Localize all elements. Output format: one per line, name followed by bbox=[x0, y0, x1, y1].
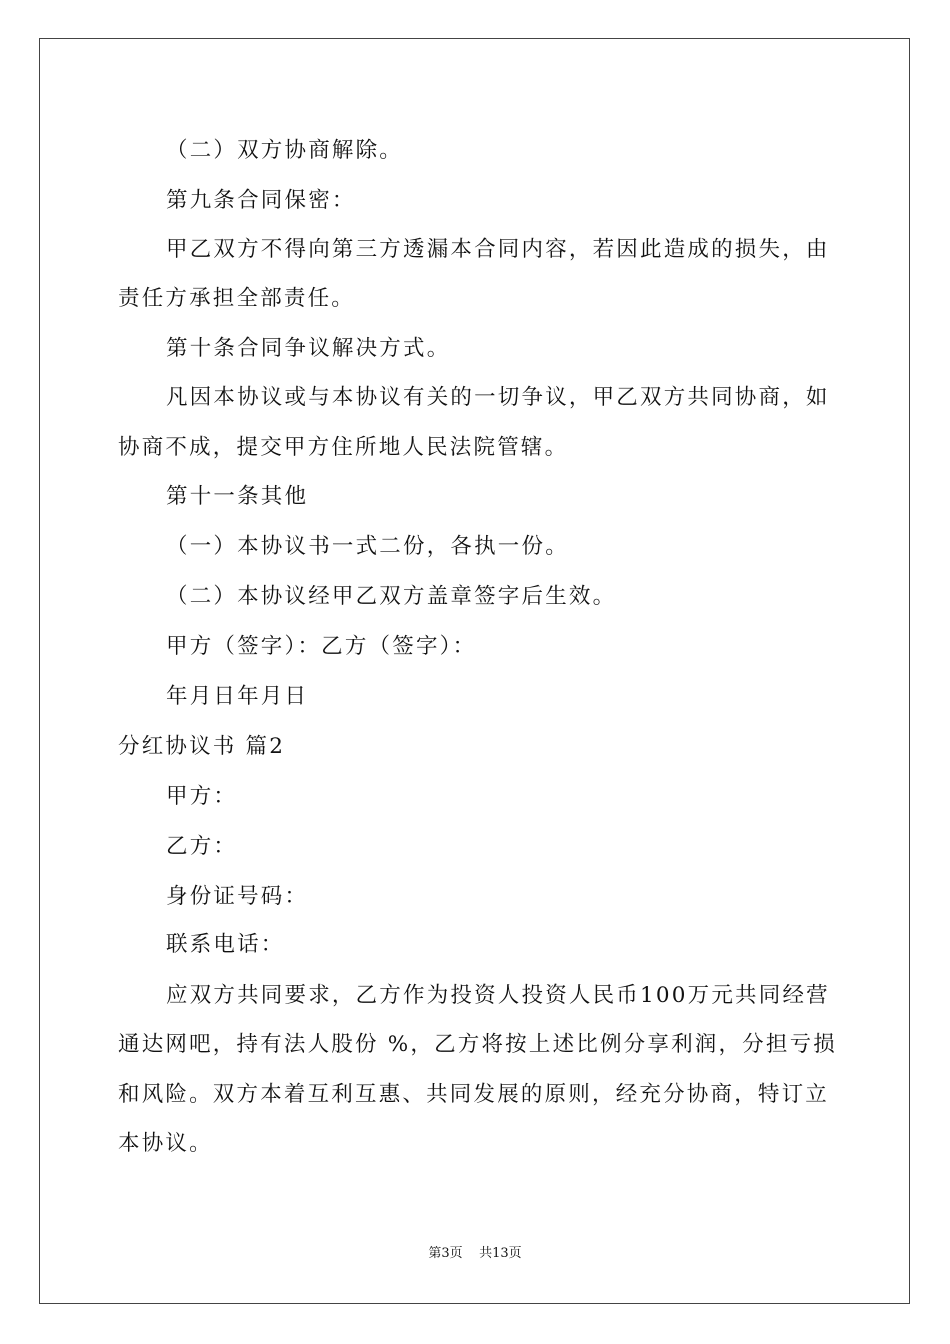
text-line: 第十一条其他 bbox=[166, 484, 309, 509]
text-line: 甲方（签字）：乙方（签字）： bbox=[166, 634, 477, 659]
page-number: 第3页 bbox=[428, 1246, 463, 1261]
text-line: 身份证号码： bbox=[166, 884, 309, 909]
text-line: 年月日年月日 bbox=[166, 684, 309, 709]
text-line: 甲方： bbox=[166, 784, 238, 809]
text-line: 和风险。双方本着互利互惠、共同发展的原则，经充分协商，特订立 bbox=[118, 1082, 830, 1107]
text-line: 第九条合同保密： bbox=[166, 188, 356, 213]
text-line: 甲乙双方不得向第三方透漏本合同内容，若因此造成的损失，由 bbox=[166, 237, 830, 262]
text-line: 联系电话： bbox=[166, 932, 285, 957]
text-line: 通达网吧，持有法人股份 %，乙方将按上述比例分享利润，分担亏损 bbox=[118, 1032, 837, 1057]
text-line: 应双方共同要求，乙方作为投资人投资人民币100万元共同经营 bbox=[166, 983, 830, 1008]
text-line: 乙方： bbox=[166, 834, 238, 859]
page-total: 共13页 bbox=[479, 1246, 522, 1261]
text-line: 第十条合同争议解决方式。 bbox=[166, 336, 451, 361]
text-line: （二）本协议经甲乙双方盖章签字后生效。 bbox=[166, 584, 617, 609]
text-line: 凡因本协议或与本协议有关的一切争议，甲乙双方共同协商，如 bbox=[166, 385, 830, 410]
page-border bbox=[39, 38, 910, 1304]
text-line: 协商不成，提交甲方住所地人民法院管辖。 bbox=[118, 435, 569, 460]
section-heading: 分红协议书 篇2 bbox=[118, 734, 286, 759]
page-footer bbox=[0, 1245, 950, 1263]
text-line: 责任方承担全部责任。 bbox=[118, 286, 356, 311]
text-line: （二）双方协商解除。 bbox=[166, 138, 404, 163]
text-line: （一）本协议书一式二份，各执一份。 bbox=[166, 534, 569, 559]
text-line: 本协议。 bbox=[118, 1131, 213, 1156]
